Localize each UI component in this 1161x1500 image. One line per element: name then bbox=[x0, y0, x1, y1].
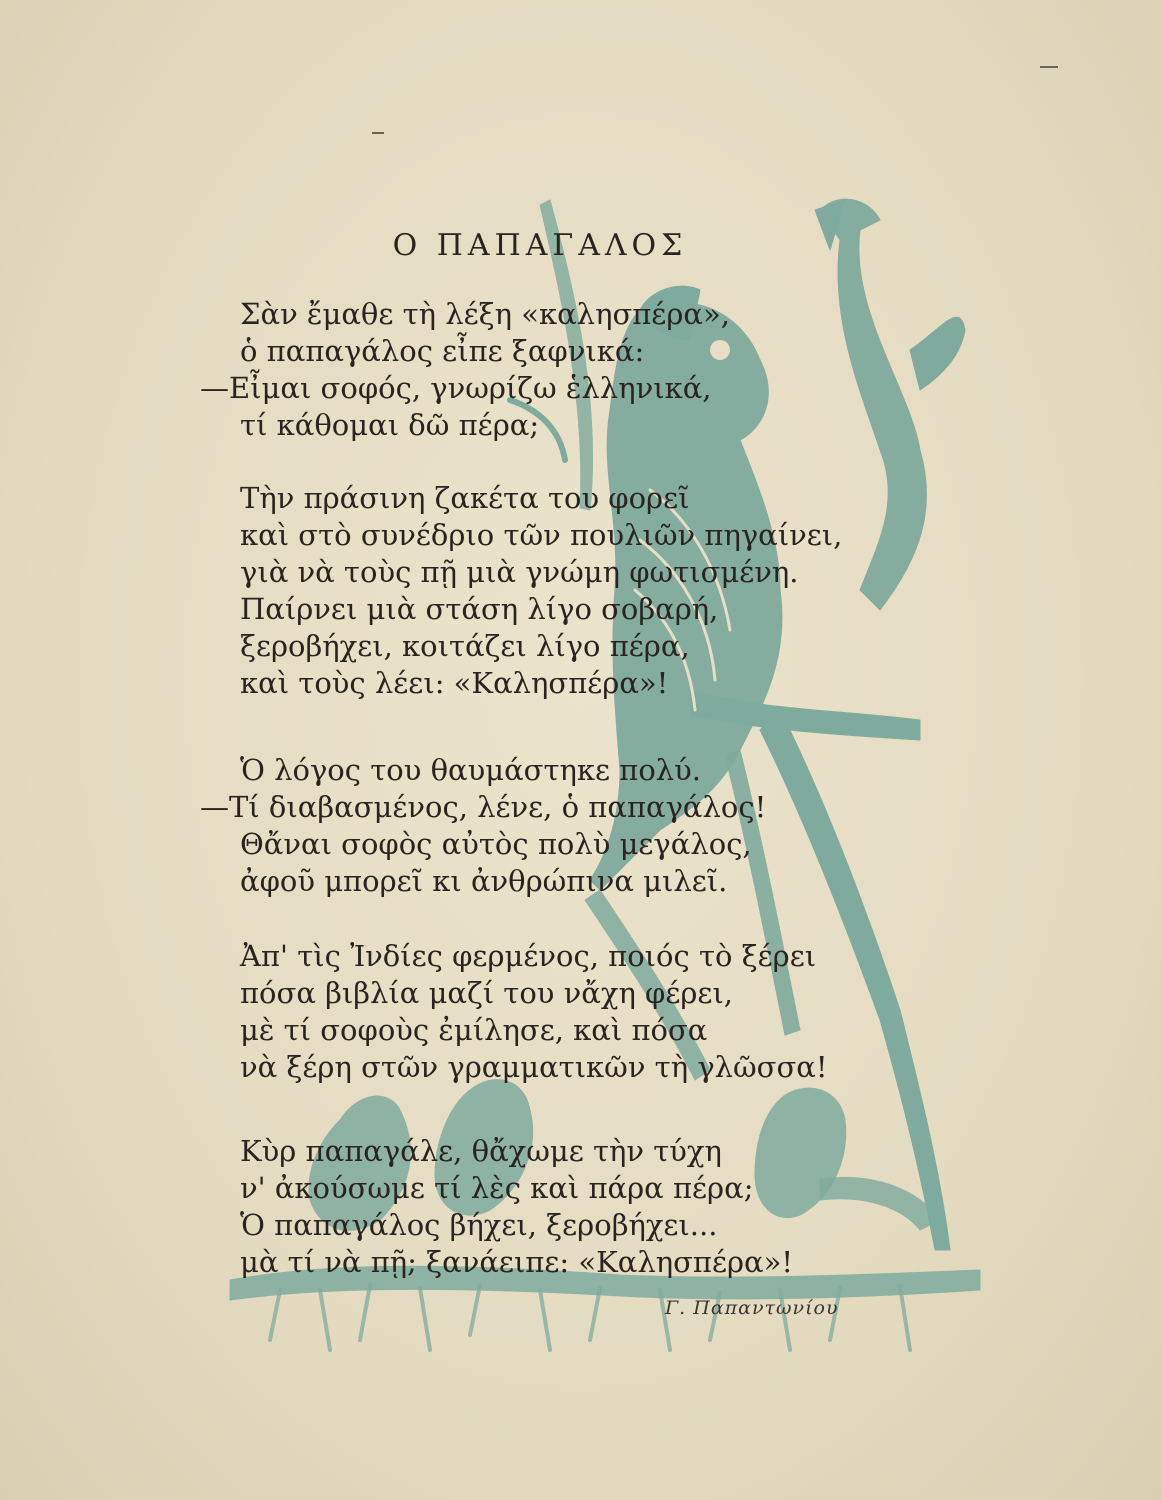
stanza-3 bbox=[200, 752, 766, 900]
poem-line: ν' ἀκούσωμε τί λὲς καὶ πάρα πέρα; bbox=[240, 1171, 754, 1205]
poem-line: Παίρνει μιὰ στάση λίγο σοβαρή, bbox=[240, 592, 719, 626]
page-mark bbox=[372, 132, 384, 134]
page-mark bbox=[1040, 66, 1058, 68]
poem-line: —Εἶμαι σοφός, γνωρίζω ἑλληνικά, bbox=[200, 371, 712, 405]
poem-line: νὰ ξέρη στῶν γραμματικῶν τὴ γλῶσσα! bbox=[240, 1050, 828, 1084]
poem-line: Θἄναι σοφὸς αὐτὸς πολὺ μεγάλος, bbox=[240, 827, 752, 861]
poem-line: μὲ τί σοφοὺς ἐμίλησε, καὶ πόσα bbox=[240, 1013, 708, 1047]
poem-line: Ἀπ' τὶς Ἰνδίες φερμένος, ποιός τὸ ξέρει bbox=[240, 939, 817, 973]
poem-line: καὶ στὸ συνέδριο τῶν πουλιῶν πηγαίνει, bbox=[240, 518, 843, 552]
poem-line: Ὁ παπαγάλος βήχει, ξεροβήχει... bbox=[240, 1208, 718, 1242]
poem-line: καὶ τοὺς λέει: «Καλησπέρα»! bbox=[240, 666, 669, 700]
poem-line: τί κάθομαι δῶ πέρα; bbox=[240, 408, 540, 442]
poem-line: Κὺρ παπαγάλε, θἄχωμε τὴν τύχη bbox=[240, 1134, 722, 1168]
poem-line: Τὴν πράσινη ζακέτα του φορεῖ bbox=[240, 481, 690, 515]
poem-title: Ο ΠΑΠΑΓΑΛΟΣ bbox=[392, 228, 688, 263]
poem-line: Ὁ λόγος του θαυμάστηκε πολύ. bbox=[240, 753, 702, 787]
poem-line: μὰ τί νὰ πῇ; ξανάειπε: «Καλησπέρα»! bbox=[240, 1245, 794, 1279]
stanza-1 bbox=[200, 296, 730, 444]
poem-line: γιὰ νὰ τοὺς πῇ μιὰ γνώμη φωτισμένη. bbox=[240, 555, 799, 589]
stanza-5 bbox=[200, 1133, 793, 1281]
poem-line: Σὰν ἔμαθε τὴ λέξη «καλησπέρα», bbox=[240, 297, 730, 331]
poem-line: ἀφοῦ μπορεῖ κι ἀνθρώπινα μιλεῖ. bbox=[240, 864, 728, 898]
stanza-4 bbox=[200, 938, 828, 1086]
author-signature: Γ. Παπαντωνίου bbox=[665, 1297, 839, 1319]
poem-line: ξεροβήχει, κοιτάζει λίγο πέρα, bbox=[240, 629, 690, 663]
stanza-2 bbox=[200, 480, 842, 702]
poem-line: —Τί διαβασμένος, λένε, ὁ παπαγάλος! bbox=[200, 790, 767, 824]
poem-line: ὁ παπαγάλος εἶπε ξαφνικά: bbox=[240, 334, 645, 368]
poem-line: πόσα βιβλία μαζί του νἄχη φέρει, bbox=[240, 976, 734, 1010]
